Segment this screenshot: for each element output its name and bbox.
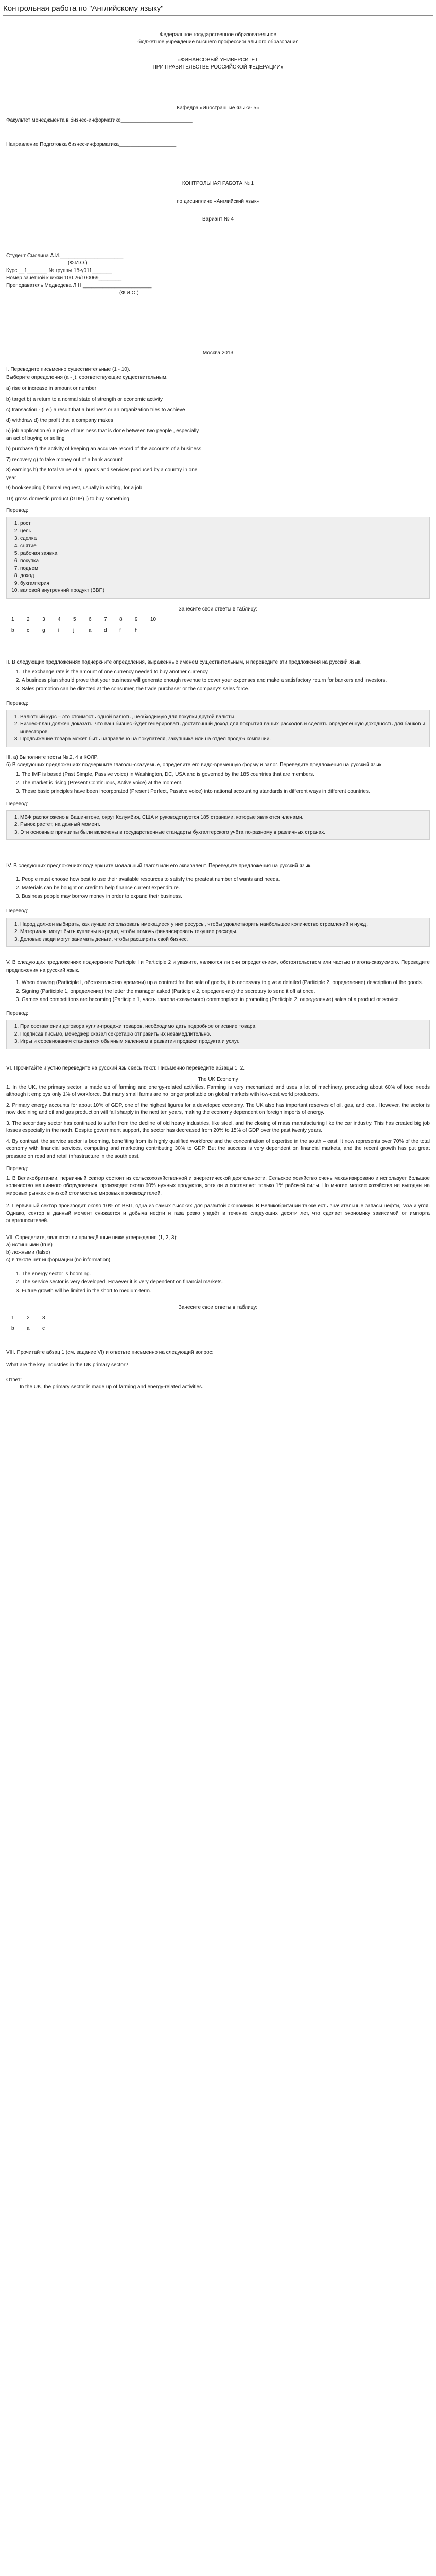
list-item: 2. The service sector is very developed. However it is very dependent on financial markets. [22,1279,430,1286]
answer-number: 9 [135,617,138,623]
list-item: 1. The IMF is based (Past Simple, Passive voice) in Washington, DC, USA and is governed by the 185 countries that are members. [22,771,430,779]
task7-option: c) в тексте нет информации (no information) [6,1257,111,1263]
task3-head2: б) В следующих предложениях подчеркните глаголы-сказуемые, определите его видо-временную форму и залог. Переведите предложения на русский язык. [6,762,383,768]
definition-line: 9) bookkeeping i) formal request, usually in writing, for a job [6,485,143,492]
task7-items [6,1270,430,1295]
text-title: The UK Economy [198,1077,238,1083]
answer-number: 10 [150,617,156,623]
task2-translation-label: Перевод: [6,701,29,707]
task1-answers-head: Занесите свои ответы в таблицу: [178,606,258,612]
document-body [0,16,436,1392]
list-item: 2. Материалы могут быть куплены в кредит, чтобы помочь финансировать текущие расходы. [20,928,425,936]
list-item: 3. сделка [20,535,425,543]
answer-letter: g [42,627,45,633]
answer-letter: f [119,627,121,633]
cover-course: Курс __1_______ № группы 1б-у011_______ [6,267,112,274]
answer-number: 3 [42,617,45,623]
cover-student-fio: (Ф.И.О.) [68,260,88,266]
definition-line: c) transaction - (i.e.) a result that a business or an organization tries to achieve [6,407,185,413]
document-title: Контрольная работа по "Английскому языку" [3,4,164,13]
list-item: 8. доход [20,572,425,580]
definition-line: an act of buying or selling [6,435,65,442]
task1-translation-box [6,517,430,599]
task5-translation-label: Перевод: [6,1010,29,1016]
answer-letter: h [135,627,138,633]
answer-number: 4 [58,617,61,623]
task6-head: VI. Прочитайте и устно переведите на русский язык весь текст. Письменно переведите абзацы 1. 2. [6,1065,245,1071]
list-item: 1. МВФ расположено в Вашингтоне, округ Колумбия, США и руководствуется 185 странами, которые являются членами. [20,814,425,822]
translation-paragraph: 1. В Великобритании, первичный сектор состоит из сельскохозяйственной и энергетической деятельности. Сельское хозяйство очень механизировано и использует большое количество машинного оборудования, производит около 60% нужных продуктов, хотя он и составляет только 1% рабочей силы. Но многие мелкие хозяйства не выгодны на мировых рынках с низкой стоимостью мировых производителей. [6,1175,430,1196]
list-item: 2. A business plan should prove that your business will generate enough revenue to cover your expenses and make a satisfactory return for bankers and investors. [22,677,430,685]
task4-head: IV. В следующих предложениях подчеркните модальный глагол или его эквивалент. Переведите предложения на русский язык. [6,863,312,869]
list-item: 3. Продвижение товара может быть направлено на покупателя, закупщика или на отдел продаж компании. [20,736,425,743]
definition-line: 5) job application e) a piece of business that is done between two people , especially [6,428,199,434]
task7-head: VII. Определите, являются ли приведённые ниже утверждения (1, 2, 3): [6,1234,178,1241]
answer-letter: i [58,627,59,633]
text-paragraph: 4. By contrast, the service sector is booming, benefiting from its highly qualified workforce and the concentration of expertise in the south – east. It now represents over 70% of the total economy with financial services, computing and marketing contributing 30% to GDP. But the success is very dependent on financial markets, and the recent growth has put great pressure on road and retail infrastructure in the south east. [6,1138,430,1159]
list-item: 1. Валютный курс – это стоимость одной валюты, необходимую для покупки другой валюты. [20,714,425,721]
list-item: 2. Materials can be bought on credit to help finance current expenditure. [22,885,430,892]
list-item: 2. Бизнес-план должен доказать, что ваш бизнес будет генерировать достаточный доход для покрытия ваших расходов и сделать определённую доходность для банков и инвесторов. [20,721,425,736]
cover-org-3: «ФИНАНСОВЫЙ УНИВЕРСИТЕТ [178,57,258,63]
task4-translation-label: Перевод: [6,908,29,914]
task8-answer-label: Ответ: [6,1377,22,1383]
list-item: 6. покупка [20,557,425,565]
task2-head: II. В следующих предложениях подчеркните определения, выраженные именем существительным, и переведите эти предложения на русский язык. [6,659,362,666]
definition-line: b) target b) a return to a normal state of strength or economic activity [6,396,163,402]
list-item: 3. Эти основные принципы были включены в государственные стандарты бухгалтерского учёта по-разному в различных странах. [20,829,425,837]
answer-number: 6 [89,617,92,623]
list-item: 9. бухгалтерия [20,580,425,588]
task7-answer-numbers [11,1315,430,1323]
task7-option: b) ложными (false) [6,1249,50,1256]
answer-number: 1 [11,617,14,623]
cover-work-title: КОНТРОЛЬНАЯ РАБОТА № 1 [182,181,254,187]
list-item: 1. People must choose how best to use their available resources to satisfy the greatest number of wants and needs. [22,876,430,884]
translation-paragraph: 2. Первичный сектор производит около 10% от ВВП, одна из самых высоких для развитой экономики. В Великобритании также есть значительные запасы нефти, газа и угля. Однако, сектор в данный момент снижается и добыча нефти и газа резко упадёт в течение следующих десяти лет, что сделает экономику зависимой от импорта энергоносителей. [6,1203,430,1224]
answer-number: 7 [104,617,107,623]
cover-faculty: Факультет менеджмента в бизнес-информатике_________________________ [6,117,193,124]
list-item: 3. Игры и соревнования становятся обычным явлением в развитии продажи продукта и услуг. [20,1038,425,1046]
list-item: 5. рабочая заявка [20,550,425,558]
cover-direction: Направление Подготовка бизнес-информатика____________________ [6,141,177,147]
list-item: 1. When drawing (Participle I, обстоятельство времени) up a contract for the sale of goods, it is necessary to give a detailed (Participle 2, определение) description of the goods. [22,979,430,987]
list-item: 2. The market is rising (Present Continuous, Active voice) at the moment. [22,779,430,787]
cover-student: Студент Смолина А.И.______________________ [6,252,124,259]
answer-number: 8 [119,617,123,623]
list-item: 1. Народ должен выбирать, как лучше использовать имеющиеся у них ресурсы, чтобы удовлетворить наибольшее количество стремлений и нужд. [20,921,425,929]
cover-teacher: Преподаватель Медведева Л.Н.________________________ [6,282,152,289]
cover-discipline: по дисциплине «Английский язык» [177,198,259,205]
task7-answers-head: Занесите свои ответы в таблицу: [178,1304,258,1311]
list-item: 3. Sales promotion can be directed at the consumer, the trade purchaser or the company's sales force. [22,686,430,693]
list-item: 3. Games and competitions are becoming (Participle 1, часть глагола-сказуемого) commonplace in promoting (Participle 2, определение) sales of a product or service. [22,996,430,1004]
task3-translation-label: Перевод: [6,801,29,807]
answer-letter: j [73,627,75,633]
answer-letter: a [89,627,92,633]
text-paragraph: 1. In the UK, the primary sector is made up of farming and energy-related activities. Farming is very mechanized and uses a lot of machinery, producing about 60% of food needs although it employs only 1% of workforce. But many small farms are no longer profitable on global markets with low-cost world producers. [6,1084,430,1098]
task4-items [6,876,430,901]
list-item: 2. Signing (Participle 1, определение) the letter the manager asked (Participle 2, определение) the secretary to send it off at once. [22,988,430,996]
task5-translation-box [6,1020,430,1049]
list-item: 1. The exchange rate is the amount of one currency needed to buy another currency. [22,669,430,676]
list-item: 1. рост [20,520,425,528]
list-item: 2. Подписав письмо, менеджер сказал секретарю отправить их незамедлительно. [20,1031,425,1039]
definition-line: b) purchase f) the activity of keeping an accurate record of the accounts of a business [6,446,202,452]
task5-head: V. В следующих предложениях подчеркните Participle I и Participle 2 и укажите, являются ли они определением, обстоятельством или частью глагола-сказуемого. Переведите предложения на русский язык. [6,960,430,973]
definition-line: 10) gross domestic product (GDP) j) to buy something [6,496,129,502]
definition-line: a) rise or increase in amount or number [6,386,97,392]
task5-items [6,979,430,1004]
answer-number: 3 [42,1315,45,1321]
text-paragraph: 3. The secondary sector has continued to suffer from the decline of old heavy industries, like steel, and the closing of mass manufacturing like the car industry. This has created big job losses especially in the north. Despite government support, the sector has decreased from 20% to 15% of GDP over the past twenty years. [6,1120,430,1134]
task2-translation-box [6,710,430,747]
answer-letter: a [27,1326,30,1332]
list-item: 3. These basic principles have been incorporated (Present Perfect, Passive voice) into national accounting standards in different ways in different countries. [22,788,430,796]
task6-translation [6,1175,430,1225]
task3-translation-box [6,810,430,840]
answer-letter: b [11,1326,14,1332]
cover-department: Кафедра «Иностранные языки- 5» [177,105,259,111]
cover-org-4: ПРИ ПРАВИТЕЛЬСТВЕ РОССИЙСКОЙ ФЕДЕРАЦИИ» [152,64,284,71]
definition-line: d) withdraw d) the profit that a company makes [6,417,113,423]
list-item: 10. валовой внутренний продукт (ВВП) [20,587,425,595]
task7-answer-letters [11,1325,430,1333]
list-item: 3. Future growth will be limited in the short to medium-term. [22,1287,430,1295]
cover-city-year: Москва 2013 [202,350,234,356]
task8-head: VIII. Прочитайте абзац 1 (см. задание VI) и ответьте письменно на следующий вопрос: [6,1349,214,1355]
task1-answer-letters [11,627,430,635]
task1-answer-numbers [11,616,430,624]
answer-number: 5 [73,617,76,623]
task1-translation-label: Перевод: [6,507,29,514]
definition-line: 7) recovery g) to take money out of a bank account [6,456,123,463]
task8-question: What are the key industries in the UK primary sector? [6,1362,128,1368]
task6-text [6,1084,430,1161]
task6-translation-label: Перевод: [6,1166,29,1172]
list-item: 7. подъем [20,565,425,573]
definition-line: year [6,474,16,481]
list-item: 4. снятие [20,543,425,550]
list-item: 1. При составлении договора купли-продажи товаров, необходимо дать подробное описание товара. [20,1023,425,1031]
answer-letter: b [11,627,14,633]
cover-record-book: Номер зачетной книжки 100.26/100069________ [6,275,122,281]
task1-sub: Выберите определения (a - j), соответствующие существительным. [6,374,168,380]
answer-letter [150,627,165,635]
task7-option: a) истинными (true) [6,1242,53,1248]
list-item: 3. Business people may borrow money in order to expand their business. [22,893,430,901]
task8-answer: In the UK, the primary sector is made up of farming and energy-related activities. [20,1384,203,1391]
cover-variant: Вариант № 4 [202,216,234,223]
definition-line: 8) earnings h) the total value of all goods and services produced by a country in one [6,467,198,473]
list-item: 1. The energy sector is booming. [22,1270,430,1278]
answer-number: 2 [27,1315,30,1321]
task3-head: III. а) Выполните тесты № 2, 4 в КОЛР. [6,754,98,760]
list-item: 2. цель [20,528,425,535]
answer-number: 1 [11,1315,14,1321]
cover-org-1: Федеральное государственное образовательное [159,31,277,38]
cover-org-2: бюджетное учреждение высшего профессионального образования [137,39,299,45]
list-item: 3. Деловые люди могут занимать деньги, чтобы расширить свой бизнес. [20,936,425,944]
task1-head: I. Переведите письменно существительные (1 - 10). [6,367,130,373]
answer-number: 2 [27,617,30,623]
task4-translation-box [6,918,430,947]
answer-letter: c [27,627,29,633]
cover-teacher-fio: (Ф.И.О.) [119,290,139,296]
answer-letter: d [104,627,107,633]
task3-items [6,771,430,796]
answer-letter: c [42,1326,45,1332]
list-item: 2. Рынок растёт, на данный момент. [20,821,425,829]
task1-definitions [6,385,430,503]
task2-items [6,669,430,693]
text-paragraph: 2. Primary energy accounts for about 10% of GDP, one of the highest figures for a developed economy. The UK also has important reserves of oil, gas, and coal. However, the sector is now declining and oil and gas production will fall sharply in the next ten years, making the economy dependent on foreign imports of energy. [6,1102,430,1116]
